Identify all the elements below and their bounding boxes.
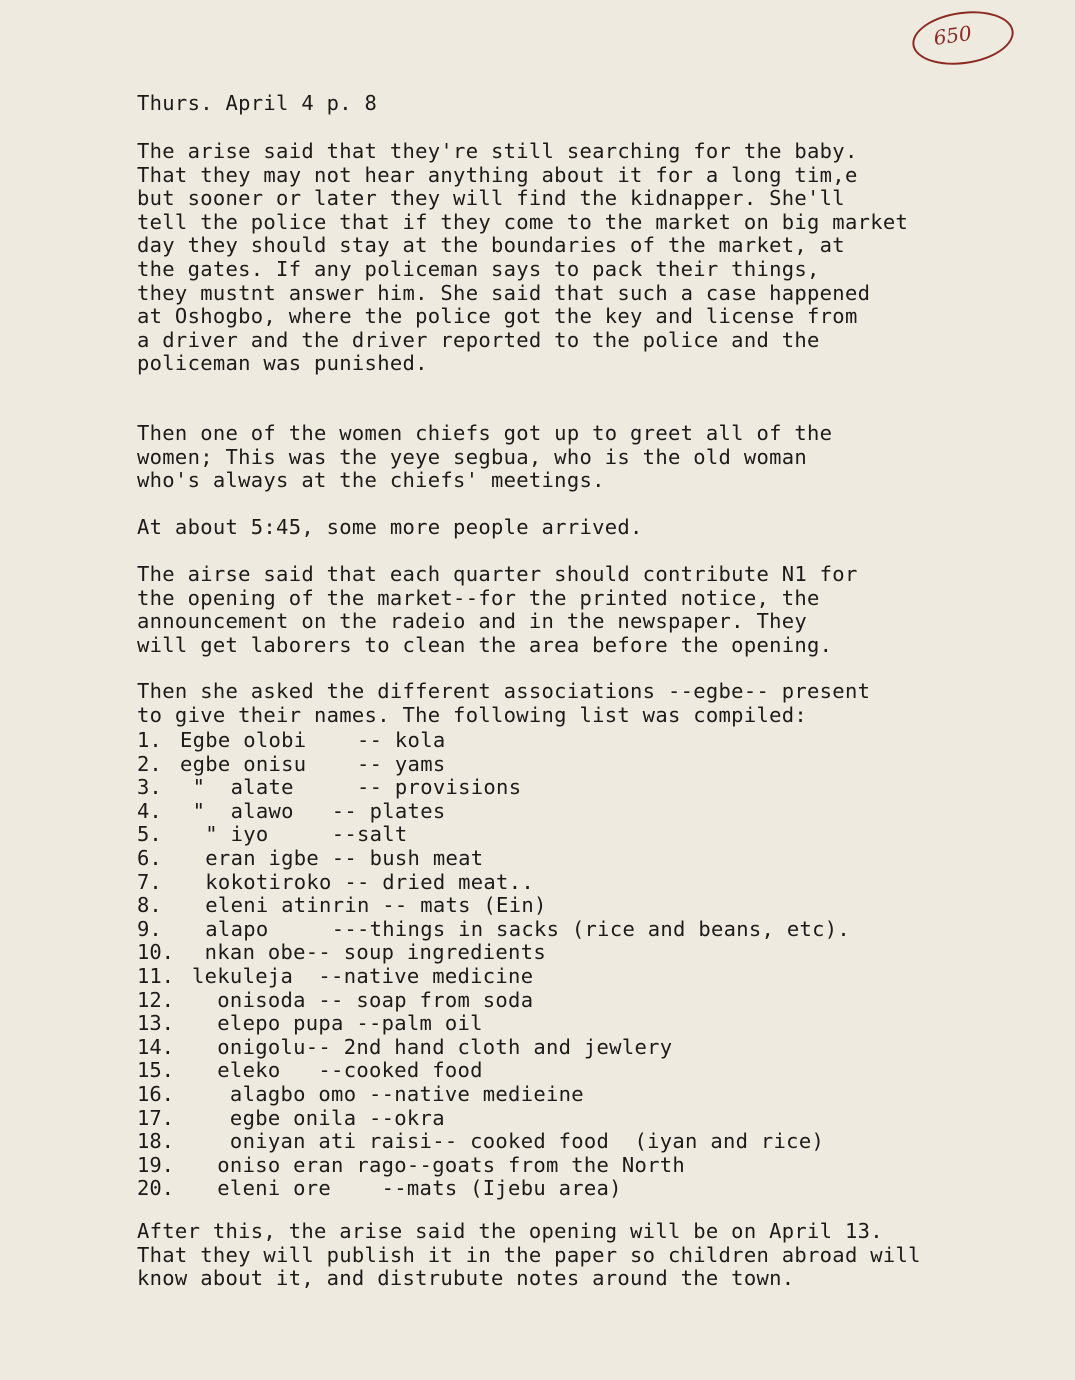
- list-item-number: 1.: [137, 728, 162, 752]
- list-item-number: 14.: [137, 1034, 175, 1059]
- list-item-text: egbe onila --okra: [192, 1105, 445, 1130]
- list-item-number: 3.: [137, 775, 162, 800]
- list-item-text: alapo ---things in sacks (rice and beans, etc).: [180, 916, 851, 941]
- list-item-number: 13.: [137, 1011, 175, 1036]
- list-item-number: 12.: [137, 987, 175, 1012]
- list-item-text: eleni atinrin -- mats (Ein): [180, 893, 547, 918]
- list-item-number: 6.: [137, 846, 162, 870]
- list-item-number: 7.: [137, 869, 162, 894]
- page-number: 650: [932, 20, 974, 50]
- list-item-text: elepo pupa --palm oil: [192, 1011, 483, 1036]
- list-item-text: Egbe olobi -- kola: [180, 728, 446, 752]
- list-item-number: 8.: [137, 893, 162, 918]
- list-item-number: 15.: [137, 1058, 175, 1083]
- list-item-number: 11.: [137, 964, 175, 988]
- list-item-number: 10.: [137, 940, 175, 965]
- page-number-stamp: [909, 5, 1017, 71]
- paragraph-4: The airse said that each quarter should contribute N1 for the opening of the market--for the printed notice, the announcement on the radeio and in the newspaper. They will get laborers to clean the area before the opening.: [137, 562, 858, 657]
- list-item-number: 9.: [137, 916, 162, 941]
- list-item-text: eleko --cooked food: [192, 1058, 483, 1083]
- closing-paragraph: After this, the arise said the opening will be on April 13. That they will publish it in the paper so children abroad will know about it, and distrubute notes around the town.: [137, 1219, 921, 1291]
- paragraph-5: Then she asked the different associations --egbe-- present to give their names. The following list was compiled:: [137, 679, 871, 727]
- paragraph-1: The arise said that they're still searching for the baby. That they may not hear anything about it for a long tim,e but sooner or later they will find the kidnapper. She'll tell the police that if they come to the market on big market day they should stay at the boundaries of the market, at the gates. If any policeman says to pack their things, they mustnt answer him. She said that such a case happened at Oshogbo, where the police got the key and license from a driver and the driver reported to the police and the policeman was punished.: [137, 139, 909, 376]
- paragraph-2: Then one of the women chiefs got up to greet all of the women; This was the yeye segbua, who is the old woman who's always at the chiefs' meetings.: [137, 421, 833, 493]
- list-item-number: 18.: [137, 1129, 175, 1154]
- list-item-text: oniso eran rago--goats from the North: [192, 1152, 686, 1177]
- list-item-text: kokotiroko -- dried meat..: [180, 869, 534, 894]
- page-header: Thurs. April 4 p. 8: [137, 91, 378, 115]
- list-item-number: 2.: [137, 751, 162, 776]
- list-item-text: alagbo omo --native medieine: [192, 1082, 584, 1106]
- list-item-number: 19.: [137, 1152, 175, 1177]
- list-item-text: oniyan ati raisi-- cooked food (iyan and rice): [192, 1129, 825, 1154]
- list-item-number: 16.: [137, 1082, 175, 1106]
- list-item-number: 20.: [137, 1176, 175, 1201]
- list-item-text: eleni ore --mats (Ijebu area): [192, 1176, 622, 1201]
- paragraph-3: At about 5:45, some more people arrived.: [137, 515, 643, 539]
- list-item-text: eran igbe -- bush meat: [180, 846, 484, 870]
- list-item-text: onisoda -- soap from soda: [192, 987, 534, 1012]
- list-item-text: onigolu-- 2nd hand cloth and jewlery: [192, 1034, 673, 1059]
- list-item-number: 17.: [137, 1105, 175, 1130]
- list-item-text: " alate -- provisions: [180, 775, 522, 800]
- list-item-number: 5.: [137, 822, 162, 847]
- list-item-text: egbe onisu -- yams: [180, 751, 446, 776]
- list-item-text: " iyo --salt: [180, 822, 408, 847]
- list-item-text: lekuleja --native medicine: [192, 964, 534, 988]
- list-item-text: nkan obe-- soup ingredients: [192, 940, 546, 965]
- list-item-number: 4.: [137, 798, 162, 823]
- list-item-text: " alawo -- plates: [180, 798, 446, 823]
